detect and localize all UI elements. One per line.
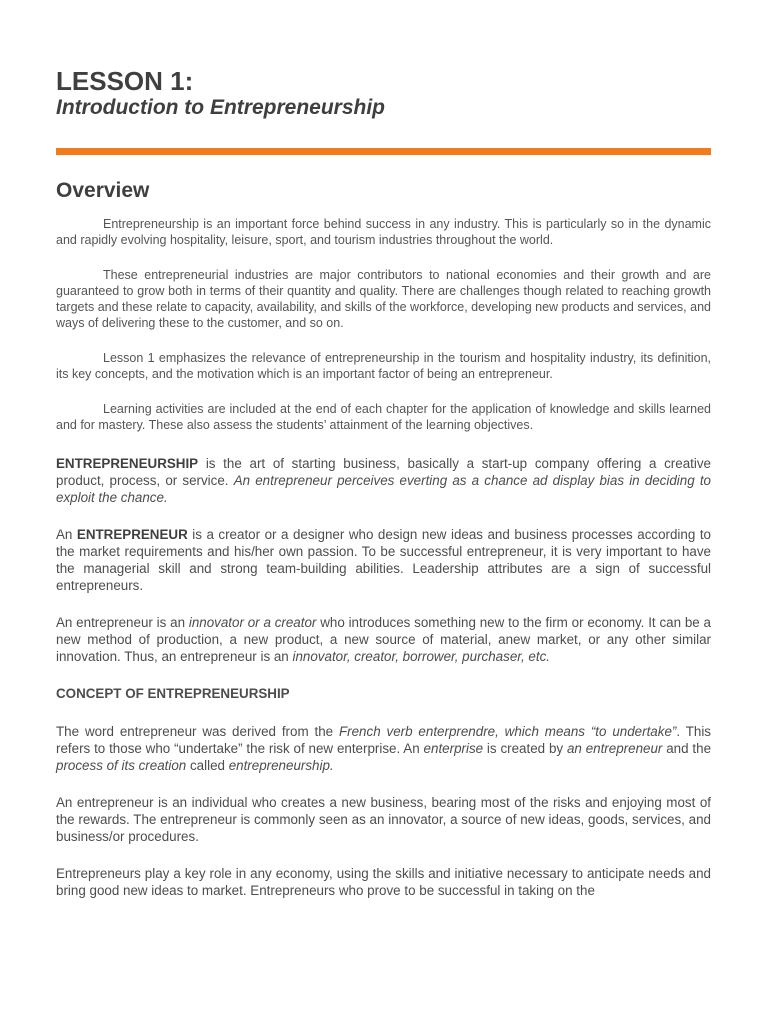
definition-lead: An [56, 527, 77, 542]
text-run: and the [662, 741, 712, 756]
text-run: An entrepreneur is an [56, 615, 189, 630]
italic-run: an entrepreneur [566, 741, 663, 756]
overview-paragraph-3: Lesson 1 emphasizes the relevance of entrepreneurship in the tourism and hospitality industry, its definition, its key concepts, and the motivation which is an important factor of being an entrepreneur. [56, 351, 711, 381]
text-run: who introduces something new to the firm or economy. It can be a new method of production, a new product, a new source of material, anew market, or any other similar innovation. Thus, an entrepreneur is an [56, 615, 711, 664]
italic-run: innovator or a creator [188, 615, 317, 630]
lesson-subtitle: Introduction to Entrepreneurship [56, 96, 385, 119]
term-entrepreneurship: ENTREPRENEURSHIP [56, 456, 199, 471]
italic-run: enterprise [423, 741, 484, 756]
concept-paragraph-1 [56, 723, 711, 774]
concept-paragraph-3: Entrepreneurs play a key role in any economy, using the skills and initiative necessary to anticipate needs and bring good new ideas to market. Entrepreneurs who prove to be successful in taking on the [56, 866, 711, 898]
orange-divider [56, 148, 711, 155]
concept-heading: CONCEPT OF ENTREPRENEURSHIP [56, 686, 290, 701]
italic-run: process of its creation [56, 758, 187, 773]
text-run: called [186, 758, 229, 773]
definition-text: is the art of starting business, basically a start-up company offering a creative product, process, or service. [56, 456, 711, 488]
concept-paragraph-2: An entrepreneur is an individual who creates a new business, bearing most of the risks and enjoying most of the rewards. The entrepreneur is commonly seen as an innovator, a source of new ideas, goods, services, and business/or procedures. [56, 795, 711, 844]
overview-heading: Overview [56, 179, 150, 202]
text-run: . This refers to those who “undertake” the risk of new enterprise. An [56, 724, 712, 756]
innovator-paragraph [56, 614, 711, 665]
italic-run: French verb enterprendre, which means “to undertake” [338, 724, 677, 739]
term-entrepreneur: ENTREPRENEUR [76, 527, 188, 542]
document-body [56, 216, 711, 919]
text-run: The word entrepreneur was derived from the [56, 724, 339, 739]
definition-italic: An entrepreneur perceives everting as a chance ad display bias in deciding to exploit the chance. [56, 473, 712, 505]
entrepreneur-definition [56, 526, 711, 594]
overview-paragraph-1: Entrepreneurship is an important force behind success in any industry. This is particularly so in the dynamic and rapidly evolving hospitality, leisure, sport, and tourism industries throughout the world. [56, 217, 711, 247]
entrepreneurship-definition [56, 455, 711, 506]
overview-paragraph-4: Learning activities are included at the end of each chapter for the application of knowledge and skills learned and for mastery. These also assess the students’ attainment of the learning objectives. [56, 402, 711, 432]
definition-text: is a creator or a designer who design new ideas and business processes according to the market requirements and his/her own passion. To be successful entrepreneur, it is very important to have the managerial skill and strong team-building abilities. Leadership attributes are a sign of successful entrepreneurs. [56, 527, 711, 593]
italic-run: entrepreneurship. [228, 758, 334, 773]
overview-paragraph-2: These entrepreneurial industries are major contributors to national economies and their growth and are guaranteed to grow both in terms of their quantity and quality. There are challenges though related to reaching growth targets and these relate to capacity, availability, and skills of the workforce, developing new products and services, and ways of delivering these to the customer, and so on. [56, 268, 711, 330]
text-run: is created by [483, 741, 567, 756]
lesson-title: LESSON 1: [56, 66, 194, 96]
italic-run: innovator, creator, borrower, purchaser, etc. [292, 649, 551, 664]
